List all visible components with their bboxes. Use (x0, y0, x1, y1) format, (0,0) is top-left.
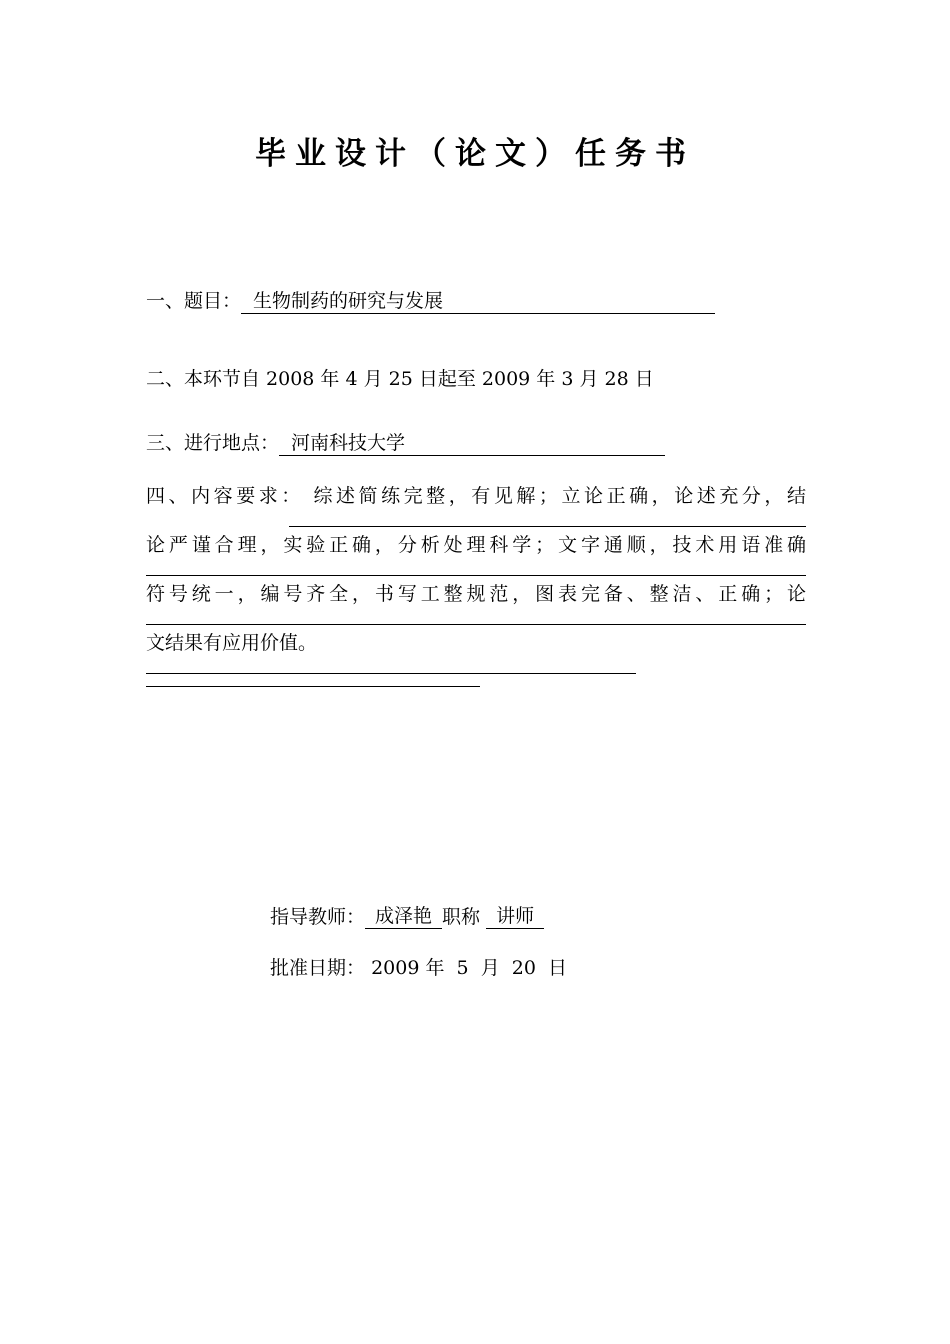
topic-label: 一、题目： (146, 290, 242, 312)
approval-label: 批准日期： (270, 957, 366, 979)
requirements-line-1: 综述简练完整，有见解；立论正确，论述充分，结 (313, 485, 806, 507)
advisor-title-label: 职称 (442, 906, 481, 928)
approval-line (270, 953, 567, 980)
requirements-label: 四、内容要求： (146, 485, 304, 507)
location-value: 河南科技大学 (279, 431, 665, 456)
location-label: 三、进行地点： (146, 432, 280, 454)
document-title: 毕业设计（论文）任务书 (255, 136, 695, 172)
requirements-row-4: 文结果有应用价值。 (146, 625, 636, 674)
topic-line (146, 288, 715, 314)
advisor-line (270, 902, 544, 929)
blank-underline (146, 686, 480, 687)
period-line: 二、本环节自 2008 年 4 月 25 日起至 2009 年 3 月 28 日 (146, 368, 654, 390)
requirements-block (146, 478, 806, 674)
topic-value: 生物制药的研究与发展 (241, 289, 715, 314)
requirements-row-2: 论严谨合理，实验正确，分析处理科学；文字通顺，技术用语准确 (146, 527, 806, 576)
advisor-name: 成泽艳 (365, 904, 442, 929)
approval-date: 2009 年 5 月 20 日 (371, 957, 568, 979)
advisor-title-value: 讲师 (486, 904, 544, 929)
requirements-row-3: 符号统一，编号齐全，书写工整规范，图表完备、整洁、正确；论 (146, 576, 806, 625)
advisor-label: 指导教师： (270, 906, 366, 928)
requirements-row-1 (146, 478, 806, 527)
location-line (146, 430, 665, 456)
